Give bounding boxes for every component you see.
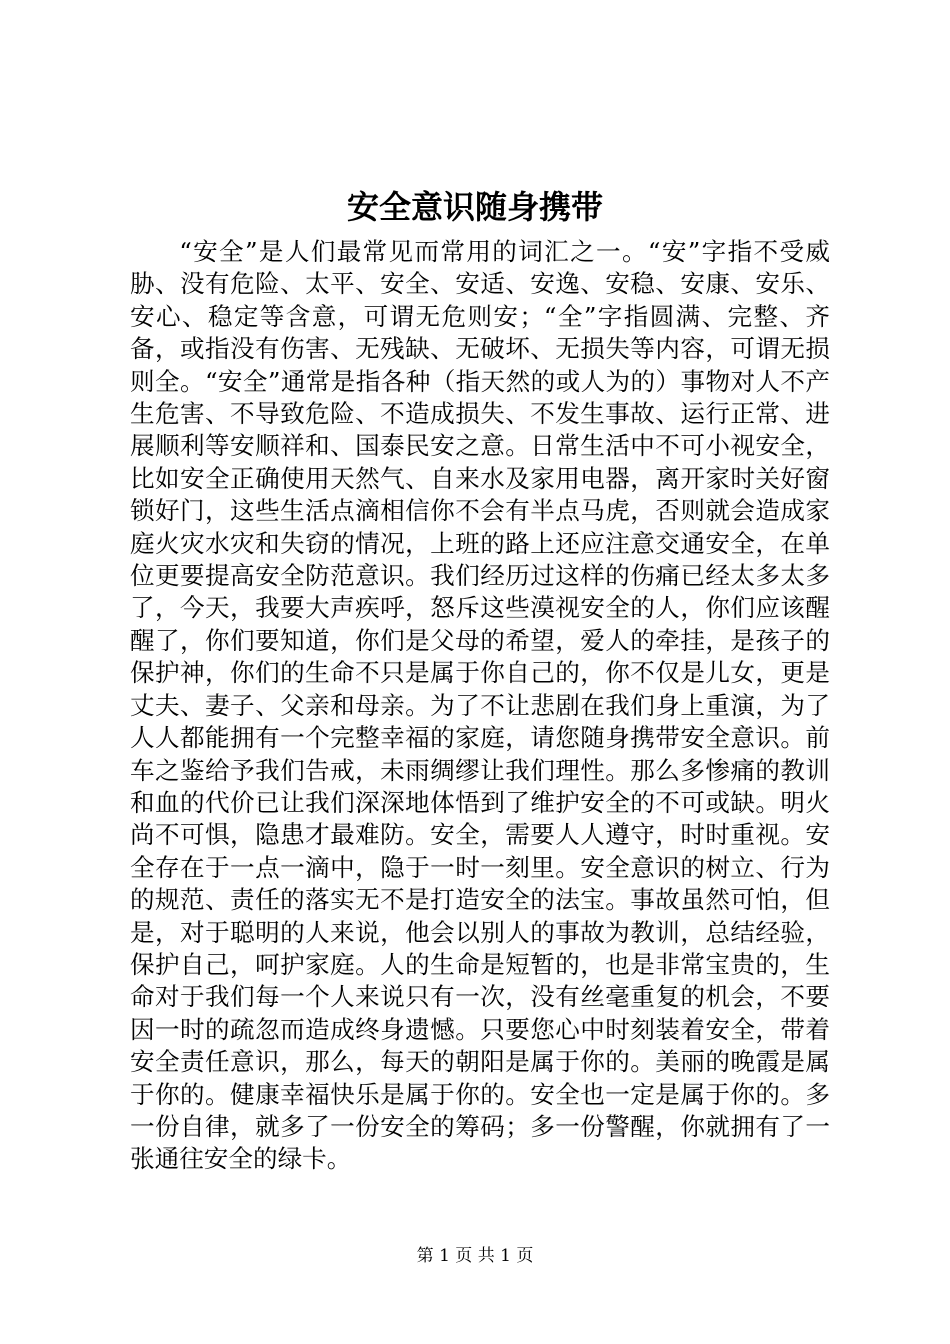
page-footer: 第 1 页 共 1 页: [416, 1246, 534, 1266]
document-title: 安全意识随身携带: [346, 188, 603, 226]
document-body-paragraph: “安全”是人们最常见而常用的词汇之一。“安”字指不受威胁、没有危险、太平、安全、安适、安逸、安稳、安康、安乐、安心、稳定等含意，可谓无危则安；“全”字指圆满、完整、齐备，或指没有伤害、无残缺、无破坏、无损失等内容，可谓无损则全。“安全”通常是指各种（指天然的或人为的）事物对人不产生危害、不导致危险、不造成损失、不发生事故、运行正常、进展顺利等安顺祥和、国泰民安之意。日常生活中不可小视安全，比如安全正确使用天然气、自来水及家用电器，离开家时关好窗锁好门，这些生活点滴相信你不会有半点马虎，否则就会造成家庭火灾水灾和失窃的情况，上班的路上还应注意交通安全，在单位更要提高安全防范意识。我们经历过这样的伤痛已经太多太多了，今天，我要大声疾呼，怒斥这些漠视安全的人，你们应该醒醒了，你们要知道，你们是父母的希望，爱人的牵挂，是孩子的保护神，你们的生命不只是属于你自己的，你不仅是儿女，更是丈夫、妻子、父亲和母亲。为了不让悲剧在我们身上重演，为了人人都能拥有一个完整幸福的家庭，请您随身携带安全意识。前车之鉴给予我们告戒，未雨绸缪让我们理性。那么多惨痛的教训和血的代价已让我们深深地体悟到了维护安全的不可或缺。明火尚不可惧，隐患才最难防。安全，需要人人遵守，时时重视。安全存在于一点一滴中，隐于一时一刻里。安全意识的树立、行为的规范、责任的落实无不是打造安全的法宝。事故虽然可怕，但是，对于聪明的人来说，他会以别人的事故为教训，总结经验，保护自己，呵护家庭。人的生命是短暂的，也是非常宝贵的，生命对于我们每一个人来说只有一次，没有丝毫重复的机会，不要因一时的疏忽而造成终身遗憾。只要您心中时刻装着安全，带着安全责任意识，那么，每天的朝阳是属于你的。美丽的晚霞是属于你的。健康幸福快乐是属于你的。安全也一定是属于你的。多一份自律，就多了一份安全的筹码；多一份警醒，你就拥有了一张通往安全的绿卡。: [130, 237, 830, 1174]
